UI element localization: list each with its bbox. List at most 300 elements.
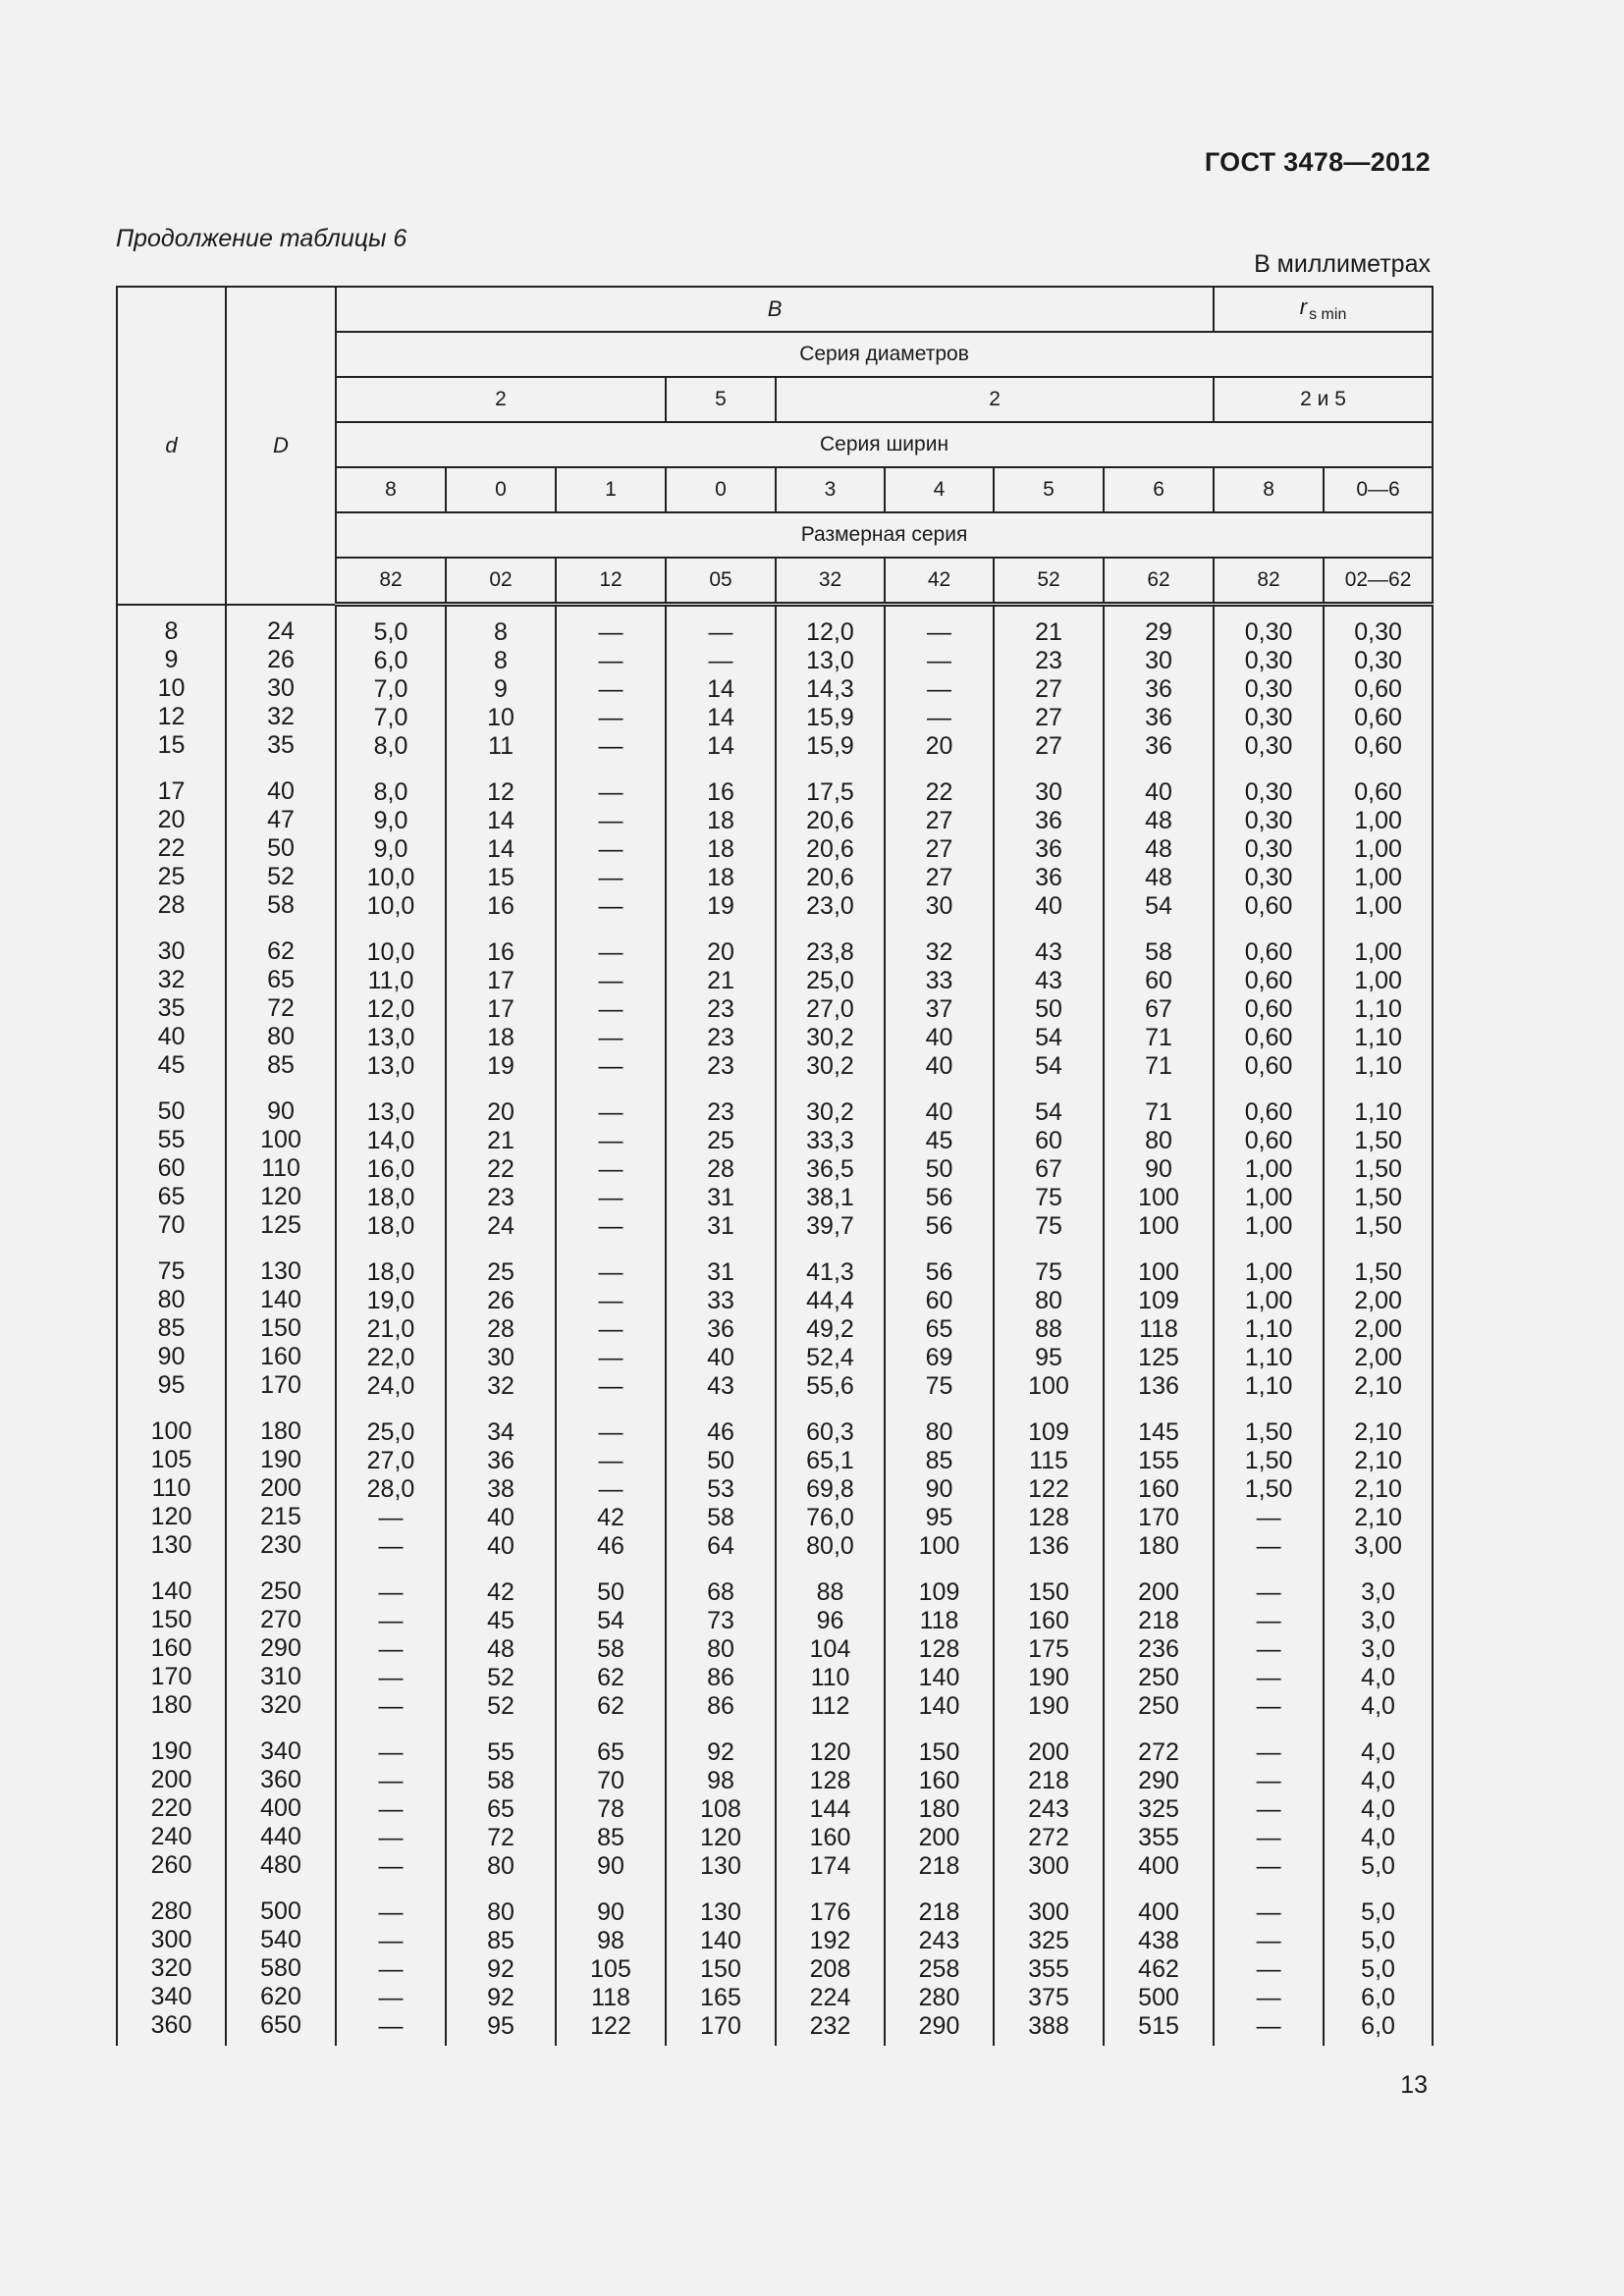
table-cell: 11,0 bbox=[367, 967, 414, 994]
table-cell: 140 bbox=[918, 1692, 960, 1720]
table-cell: 200 bbox=[1138, 1578, 1179, 1606]
table-cell: 15,9 bbox=[806, 704, 854, 731]
table-cell: 54 bbox=[597, 1607, 624, 1634]
table-cell: 23 bbox=[1035, 647, 1062, 674]
table-cell: 92 bbox=[487, 1955, 514, 1983]
table-cell: 8,0 bbox=[373, 732, 408, 760]
table-cell: 42 bbox=[487, 1578, 514, 1606]
table-cell: 40 bbox=[1145, 778, 1172, 806]
table-cell: 280 bbox=[918, 1984, 960, 2011]
table-cell: 122 bbox=[590, 2012, 631, 2040]
table-cell: 9 bbox=[494, 675, 508, 703]
table-cell: 60 bbox=[925, 1287, 953, 1314]
table-cell: 34 bbox=[487, 1418, 514, 1446]
table-cell: 40 bbox=[267, 776, 295, 805]
table-cell: 90 bbox=[157, 1342, 186, 1370]
table-cell: — bbox=[598, 864, 623, 891]
table-cell: 128 bbox=[809, 1767, 851, 1794]
table-cell: 243 bbox=[918, 1927, 960, 1954]
table-cell: 462 bbox=[1138, 1955, 1179, 1983]
table-cell: 21,0 bbox=[366, 1315, 415, 1343]
table-cell: — bbox=[378, 1635, 404, 1663]
table-cell: 35 bbox=[267, 730, 295, 759]
table-cell: — bbox=[598, 1475, 623, 1503]
table-cell: 67 bbox=[1035, 1155, 1062, 1183]
diameter-series-cell: 2 bbox=[776, 377, 1214, 422]
table-cell: 80 bbox=[1145, 1127, 1172, 1154]
table-cell: 45 bbox=[487, 1607, 514, 1634]
table-cell: 6,0 bbox=[373, 647, 408, 674]
table-cell: 150 bbox=[150, 1605, 192, 1633]
table-cell: 140 bbox=[918, 1664, 960, 1691]
size-series-label: Размерная серия bbox=[336, 512, 1433, 558]
table-cell: — bbox=[708, 647, 733, 674]
table-cell: 160 bbox=[150, 1633, 192, 1662]
table-cell: 355 bbox=[1138, 1824, 1179, 1851]
table-cell: 230 bbox=[260, 1530, 301, 1559]
table-cell: 215 bbox=[260, 1502, 301, 1530]
table-cell: 190 bbox=[150, 1736, 192, 1765]
table-cell: 100 bbox=[1028, 1372, 1069, 1400]
table-cell: 86 bbox=[707, 1664, 734, 1691]
table-cell: 16 bbox=[707, 778, 734, 806]
table-cell: 53 bbox=[707, 1475, 734, 1503]
table-cell: 232 bbox=[809, 2012, 851, 2040]
table-cell: — bbox=[1256, 1504, 1281, 1531]
table-cell: 39,7 bbox=[806, 1212, 854, 1240]
table-cell: 118 bbox=[919, 1607, 959, 1634]
table-cell: 85 bbox=[925, 1447, 953, 1474]
table-cell: 170 bbox=[700, 2012, 741, 2040]
table-cell: 30 bbox=[487, 1344, 514, 1371]
table-cell: 122 bbox=[1028, 1475, 1069, 1503]
table-cell: 200 bbox=[260, 1473, 301, 1502]
table-cell: 112 bbox=[810, 1692, 850, 1720]
header-d: d bbox=[117, 287, 226, 605]
table-cell: 250 bbox=[1138, 1664, 1179, 1691]
table-cell: — bbox=[1256, 1852, 1281, 1880]
table-cell: — bbox=[378, 1504, 404, 1531]
table-cell: 125 bbox=[1138, 1344, 1179, 1371]
table-cell: 355 bbox=[1028, 1955, 1069, 1983]
table-cell: 17,5 bbox=[806, 778, 854, 806]
table-cell: 140 bbox=[260, 1285, 301, 1313]
table-cell: 300 bbox=[1028, 1852, 1069, 1880]
table-cell: 78 bbox=[597, 1795, 624, 1823]
table-cell: 40 bbox=[925, 1052, 953, 1080]
table-cell: 90 bbox=[597, 1898, 624, 1926]
table-cell: 0,60 bbox=[1354, 675, 1402, 703]
table-cell: 250 bbox=[260, 1576, 301, 1605]
table-cell: 1,00 bbox=[1244, 1287, 1293, 1314]
table-cell: 20 bbox=[487, 1098, 514, 1126]
table-cell: 60,3 bbox=[806, 1418, 854, 1446]
table-cell: 88 bbox=[1035, 1315, 1062, 1343]
table-cell: 325 bbox=[1028, 1927, 1069, 1954]
table-cell: 170 bbox=[1138, 1504, 1179, 1531]
table-cell: 47 bbox=[267, 805, 295, 833]
table-cell: 150 bbox=[700, 1955, 741, 1983]
table-cell: 72 bbox=[487, 1824, 514, 1851]
table-cell: 5,0 bbox=[1361, 1898, 1395, 1926]
table-cell: 218 bbox=[918, 1852, 960, 1880]
table-cell: 8 bbox=[164, 616, 179, 645]
table-cell: — bbox=[1256, 1927, 1281, 1954]
table-cell: 290 bbox=[1138, 1767, 1179, 1794]
table-cell: 1,10 bbox=[1244, 1315, 1293, 1343]
table-cell: 1,10 bbox=[1354, 1024, 1402, 1051]
size-series-cell: 62 bbox=[1104, 558, 1214, 605]
table-cell: 20,6 bbox=[806, 864, 854, 891]
table-cell: 36 bbox=[487, 1447, 514, 1474]
table-cell: 27 bbox=[1035, 675, 1062, 703]
table-cell: 55 bbox=[157, 1125, 186, 1153]
units-note: В миллиметрах bbox=[1254, 250, 1431, 278]
table-cell: 18 bbox=[707, 864, 734, 891]
table-cell: — bbox=[378, 1852, 404, 1880]
table-cell: 36 bbox=[707, 1315, 734, 1343]
table-cell: 1,00 bbox=[1244, 1184, 1293, 1211]
table-cell: 80 bbox=[267, 1022, 295, 1050]
table-cell: 105 bbox=[590, 1955, 631, 1983]
table-cell: — bbox=[378, 1532, 404, 1560]
table-cell: 400 bbox=[260, 1793, 301, 1822]
table-cell: 104 bbox=[809, 1635, 851, 1663]
table-cell: 27 bbox=[925, 807, 953, 834]
table-cell: 320 bbox=[150, 1953, 192, 1982]
table-cell: 44,4 bbox=[806, 1287, 854, 1314]
table-cell: 14 bbox=[707, 704, 734, 731]
table-cell: 1,00 bbox=[1354, 967, 1402, 994]
table-cell: 40 bbox=[157, 1022, 186, 1050]
table-cell: 75 bbox=[157, 1256, 186, 1285]
table-cell: 170 bbox=[150, 1662, 192, 1690]
table-cell: — bbox=[378, 1984, 404, 2011]
table-caption: Продолжение таблицы 6 bbox=[116, 225, 407, 252]
table-cell: 31 bbox=[707, 1184, 734, 1211]
table-cell: 95 bbox=[487, 2012, 514, 2040]
table-cell: 340 bbox=[260, 1736, 301, 1765]
table-cell: 125 bbox=[260, 1210, 301, 1239]
table-cell: — bbox=[598, 1258, 623, 1286]
table-cell: 25 bbox=[707, 1127, 734, 1154]
table-cell: 160 bbox=[809, 1824, 851, 1851]
table-cell: 100 bbox=[1138, 1212, 1179, 1240]
table-cell: 19 bbox=[707, 892, 734, 920]
table-cell: 15,9 bbox=[806, 732, 854, 760]
table-cell: 36 bbox=[1035, 835, 1062, 863]
table-cell: 56 bbox=[925, 1184, 953, 1211]
table-cell: 5,0 bbox=[1361, 1852, 1395, 1880]
table-cell: 27 bbox=[925, 864, 953, 891]
table-cell: 25,0 bbox=[806, 967, 854, 994]
table-cell: 0,30 bbox=[1244, 864, 1293, 891]
table-cell: 16 bbox=[487, 938, 514, 966]
table-cell: 58 bbox=[1145, 938, 1172, 966]
table-cell: 540 bbox=[260, 1925, 301, 1953]
table-cell: 105 bbox=[150, 1445, 192, 1473]
table-cell: 200 bbox=[150, 1765, 192, 1793]
table-cell: 62 bbox=[267, 936, 295, 965]
table-cell: 110 bbox=[810, 1664, 850, 1691]
table-cell: 620 bbox=[260, 1982, 301, 2010]
table-cell: 22 bbox=[925, 778, 953, 806]
table-cell: 18 bbox=[487, 1024, 514, 1051]
table-cell: 38 bbox=[487, 1475, 514, 1503]
table-cell: 0,30 bbox=[1244, 618, 1293, 646]
table-cell: 25 bbox=[487, 1258, 514, 1286]
table-cell: 62 bbox=[597, 1664, 624, 1691]
table-cell: 1,00 bbox=[1244, 1155, 1293, 1183]
table-cell: 192 bbox=[809, 1927, 851, 1954]
table-cell: 108 bbox=[700, 1795, 741, 1823]
table-cell: 36 bbox=[1035, 807, 1062, 834]
table-cell: 88 bbox=[816, 1578, 844, 1606]
table-cell: 12,0 bbox=[366, 995, 415, 1023]
table-cell: 40 bbox=[1035, 892, 1062, 920]
table-cell: 109 bbox=[1028, 1418, 1069, 1446]
table-cell: 25 bbox=[157, 862, 186, 890]
table-cell: — bbox=[598, 1315, 623, 1343]
table-cell: 24 bbox=[487, 1212, 514, 1240]
table-cell: 71 bbox=[1145, 1098, 1172, 1126]
table-cell: 32 bbox=[157, 965, 186, 993]
table-cell: 25,0 bbox=[366, 1418, 415, 1446]
table-cell: 400 bbox=[1138, 1898, 1179, 1926]
table-cell: 70 bbox=[157, 1210, 186, 1239]
table-cell: 2,10 bbox=[1354, 1504, 1402, 1531]
table-cell: 14 bbox=[487, 807, 514, 834]
table-cell: 0,60 bbox=[1354, 704, 1402, 731]
table-cell: 23 bbox=[707, 1024, 734, 1051]
size-series-cell: 42 bbox=[885, 558, 994, 605]
table-cell: 0,30 bbox=[1244, 704, 1293, 731]
table-cell: 30,2 bbox=[806, 1024, 854, 1051]
table-cell: 95 bbox=[1035, 1344, 1062, 1371]
table-cell: 30 bbox=[267, 673, 295, 702]
table-cell: 58 bbox=[597, 1635, 624, 1663]
table-cell: 4,0 bbox=[1361, 1767, 1395, 1794]
table-cell: 32 bbox=[487, 1372, 514, 1400]
table-cell: 43 bbox=[707, 1372, 734, 1400]
table-cell: 4,0 bbox=[1361, 1738, 1395, 1766]
table-cell: — bbox=[598, 807, 623, 834]
table-cell: 144 bbox=[809, 1795, 851, 1823]
table-cell: 515 bbox=[1138, 2012, 1179, 2040]
table-cell: 33 bbox=[925, 967, 953, 994]
table-cell: 65 bbox=[267, 965, 295, 993]
table-cell: 200 bbox=[1028, 1738, 1069, 1766]
diameter-series-cell: 5 bbox=[666, 377, 776, 422]
table-cell: 150 bbox=[918, 1738, 960, 1766]
table-cell: 58 bbox=[267, 890, 295, 919]
table-cell: 13,0 bbox=[806, 647, 854, 674]
table-cell: 27 bbox=[1035, 732, 1062, 760]
table-cell: 92 bbox=[707, 1738, 734, 1766]
table-cell: — bbox=[378, 1692, 404, 1720]
table-cell: 54 bbox=[1145, 892, 1172, 920]
table-cell: 30 bbox=[157, 936, 186, 965]
table-cell: 65 bbox=[157, 1182, 186, 1210]
table-cell: 90 bbox=[267, 1096, 295, 1125]
table-cell: 140 bbox=[700, 1927, 741, 1954]
table-cell: 0,60 bbox=[1244, 892, 1293, 920]
table-cell: 27 bbox=[1035, 704, 1062, 731]
table-cell: 1,50 bbox=[1354, 1184, 1402, 1211]
diameter-series-cell: 2 bbox=[336, 377, 666, 422]
width-series-cell: 1 bbox=[556, 467, 666, 512]
table-cell: 18 bbox=[707, 835, 734, 863]
table-cell: — bbox=[598, 835, 623, 863]
table-cell: 56 bbox=[925, 1258, 953, 1286]
table-cell: 180 bbox=[1138, 1532, 1179, 1560]
table-cell: 109 bbox=[1138, 1287, 1179, 1314]
table-cell: 19,0 bbox=[366, 1287, 415, 1314]
table-cell: 54 bbox=[1035, 1098, 1062, 1126]
table-cell: 0,60 bbox=[1354, 778, 1402, 806]
table-cell: 310 bbox=[260, 1662, 301, 1690]
size-series-cell: 32 bbox=[776, 558, 885, 605]
table-cell: 500 bbox=[1138, 1984, 1179, 2011]
table-cell: 85 bbox=[487, 1927, 514, 1954]
table-cell: 56 bbox=[925, 1212, 953, 1240]
data-column bbox=[1214, 605, 1324, 2047]
table-cell: 69 bbox=[925, 1344, 953, 1371]
table-cell: — bbox=[378, 1927, 404, 1954]
table-cell: 70 bbox=[597, 1767, 624, 1794]
table-cell: 155 bbox=[1138, 1447, 1179, 1474]
table-cell: 0,30 bbox=[1244, 647, 1293, 674]
table-cell: 12,0 bbox=[806, 618, 854, 646]
table-cell: 110 bbox=[261, 1153, 300, 1182]
table-cell: 67 bbox=[1145, 995, 1172, 1023]
table-cell: — bbox=[598, 967, 623, 994]
table-cell: 2,00 bbox=[1354, 1315, 1402, 1343]
table-cell: 400 bbox=[1138, 1852, 1179, 1880]
table-cell: 23,0 bbox=[806, 892, 854, 920]
table-cell: — bbox=[927, 675, 951, 703]
table-cell: 46 bbox=[707, 1418, 734, 1446]
table-cell: — bbox=[598, 778, 623, 806]
table-cell: 14,0 bbox=[366, 1127, 415, 1154]
table-cell: 45 bbox=[157, 1050, 186, 1079]
table-cell: 20 bbox=[707, 938, 734, 966]
table-cell: 650 bbox=[260, 2010, 301, 2039]
table-cell: — bbox=[598, 1212, 623, 1240]
table-cell: 174 bbox=[809, 1852, 851, 1880]
table-cell: — bbox=[1256, 1532, 1281, 1560]
table-cell: 0,60 bbox=[1244, 967, 1293, 994]
table-cell: 95 bbox=[925, 1504, 953, 1531]
table-cell: 32 bbox=[267, 702, 295, 730]
width-series-cell: 4 bbox=[885, 467, 994, 512]
size-series-cell: 02—62 bbox=[1324, 558, 1433, 605]
table-cell: 14,3 bbox=[806, 675, 854, 703]
table-cell: 280 bbox=[150, 1896, 192, 1925]
table-cell: 55,6 bbox=[806, 1372, 854, 1400]
table-cell: 50 bbox=[1035, 995, 1062, 1023]
table-cell: 115 bbox=[1029, 1447, 1068, 1474]
table-cell: — bbox=[598, 675, 623, 703]
table-cell: 31 bbox=[707, 1258, 734, 1286]
table-cell: — bbox=[598, 1052, 623, 1080]
table-cell: 109 bbox=[918, 1578, 960, 1606]
table-cell: 2,00 bbox=[1354, 1287, 1402, 1314]
width-series-cell: 6 bbox=[1104, 467, 1214, 512]
table-cell: 160 bbox=[918, 1767, 960, 1794]
table-cell: 36 bbox=[1145, 675, 1172, 703]
table-cell: 36 bbox=[1145, 704, 1172, 731]
table-cell: 0,60 bbox=[1244, 1052, 1293, 1080]
table-cell: 10,0 bbox=[366, 938, 415, 966]
table-cell: — bbox=[378, 1664, 404, 1691]
table-cell: 1,50 bbox=[1244, 1447, 1293, 1474]
table-cell: 0,30 bbox=[1244, 778, 1293, 806]
table-cell: 19 bbox=[487, 1052, 514, 1080]
table-cell: 36,5 bbox=[806, 1155, 854, 1183]
table-cell: 8 bbox=[494, 618, 508, 646]
table-cell: 98 bbox=[707, 1767, 734, 1794]
table-cell: 136 bbox=[1028, 1532, 1069, 1560]
table-cell: 1,00 bbox=[1354, 892, 1402, 920]
table-cell: — bbox=[708, 618, 733, 646]
table-cell: 18 bbox=[707, 807, 734, 834]
table-cell: — bbox=[378, 2012, 404, 2040]
table-cell: 120 bbox=[809, 1738, 851, 1766]
table-cell: 18,0 bbox=[366, 1212, 415, 1240]
width-series-label: Серия ширин bbox=[336, 422, 1433, 467]
table-cell: 190 bbox=[1028, 1664, 1069, 1691]
table-cell: 218 bbox=[918, 1898, 960, 1926]
table-cell: 0,30 bbox=[1244, 732, 1293, 760]
table-cell: 14 bbox=[707, 732, 734, 760]
page-number: 13 bbox=[1400, 2071, 1428, 2099]
size-series-cell: 12 bbox=[556, 558, 666, 605]
table-cell: 0,30 bbox=[1244, 675, 1293, 703]
data-column bbox=[1324, 605, 1433, 2047]
table-cell: 110 bbox=[151, 1473, 191, 1502]
table-cell: 250 bbox=[1138, 1692, 1179, 1720]
table-cell: 40 bbox=[925, 1024, 953, 1051]
table-cell: 54 bbox=[1035, 1024, 1062, 1051]
table-cell: 4,0 bbox=[1361, 1692, 1395, 1720]
table-cell: 140 bbox=[150, 1576, 192, 1605]
table-cell: 224 bbox=[809, 1984, 851, 2011]
table-cell: — bbox=[378, 1767, 404, 1794]
table-cell: 29 bbox=[1145, 618, 1172, 646]
table-cell: 1,00 bbox=[1354, 835, 1402, 863]
table-cell: — bbox=[1256, 1767, 1281, 1794]
table-cell: 40 bbox=[925, 1098, 953, 1126]
table-cell: 290 bbox=[918, 2012, 960, 2040]
table-cell: 176 bbox=[809, 1898, 851, 1926]
table-cell: 30,2 bbox=[806, 1052, 854, 1080]
table-cell: 42 bbox=[597, 1504, 624, 1531]
table-cell: 7,0 bbox=[373, 675, 408, 703]
table-cell: 35 bbox=[157, 993, 186, 1022]
table-cell: 58 bbox=[707, 1504, 734, 1531]
table-cell: 22,0 bbox=[366, 1344, 415, 1371]
table-cell: 0,60 bbox=[1244, 1024, 1293, 1051]
table-cell: 128 bbox=[1028, 1504, 1069, 1531]
table-cell: 33 bbox=[707, 1287, 734, 1314]
table-cell: 40 bbox=[487, 1532, 514, 1560]
table-cell: 15 bbox=[157, 730, 186, 759]
table-cell: 0,30 bbox=[1244, 835, 1293, 863]
data-column bbox=[1104, 605, 1214, 2047]
table-cell: 28 bbox=[707, 1155, 734, 1183]
data-column bbox=[446, 605, 556, 2047]
